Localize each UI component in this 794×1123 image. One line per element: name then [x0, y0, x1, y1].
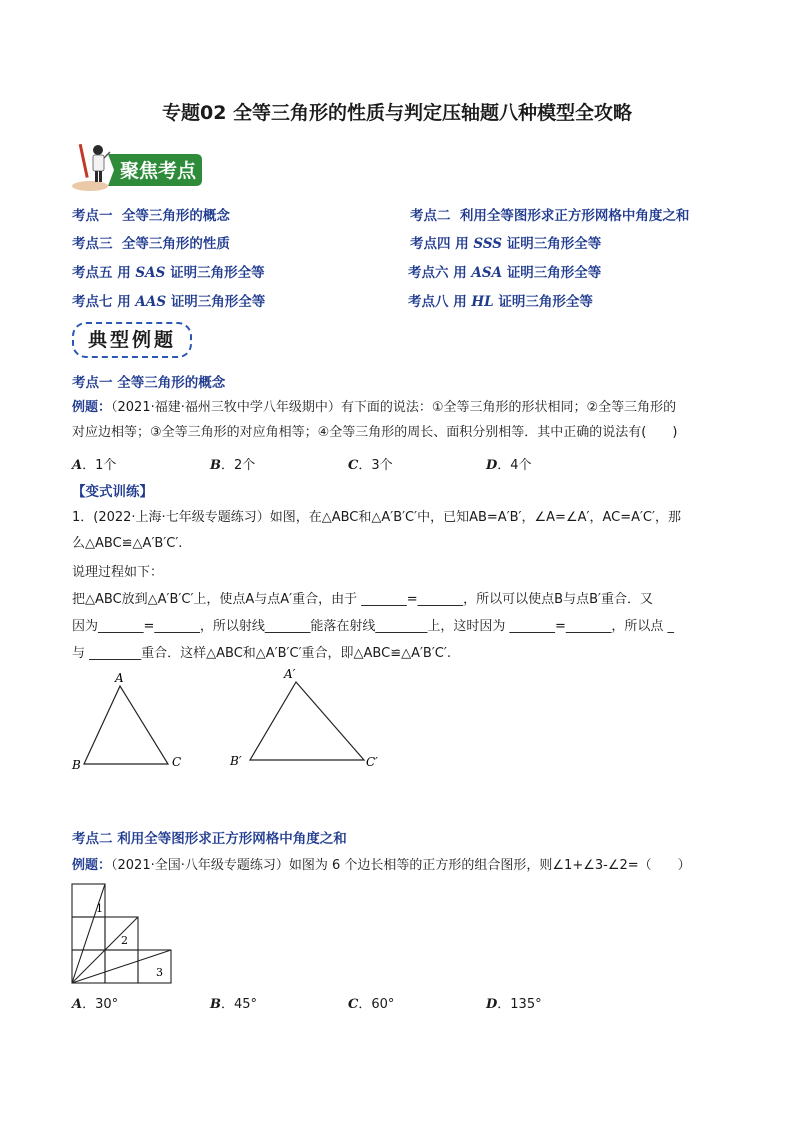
choice2-c[interactable]: C．60°	[348, 997, 395, 1012]
vertex-a-prime: A′	[284, 667, 296, 681]
section2-example: 例题：（2021·全国·八年级专题练习）如图为 6 个边长相等的正方形的组合图形，则∠1+∠3-∠2=（ ）	[72, 858, 691, 873]
vertex-b: B	[72, 758, 81, 772]
section1-heading: 考点一 全等三角形的概念	[72, 375, 226, 391]
kaodian-3[interactable]: 考点三 全等三角形的性质	[72, 236, 230, 252]
q1-line1: 1．(2022·上海·七年级专题练习）如图，在△ABC和△A′B′C′中，已知AB=A′B′，∠A=∠A′，AC=A′C′，那	[72, 510, 681, 525]
kaodian-6[interactable]: 考点六 用 ASA 证明三角形全等	[408, 265, 602, 281]
q1-line3: 说理过程如下：	[72, 565, 164, 580]
vertex-c: C	[172, 755, 182, 769]
teacher-figure-icon	[72, 144, 110, 191]
vertex-a: A	[115, 671, 124, 685]
q1-line6: 与 ________重合．这样△ABC和△A′B′C′重合，即△ABC≌△A′B′C′.	[72, 646, 451, 661]
triangle-a1b1c1	[250, 682, 364, 760]
kaodian-2[interactable]: 考点二 利用全等图形求正方形网格中角度之和	[410, 208, 690, 224]
q1-line4: 把△ABC放到△A′B′C′上，使点A与点A′重合，由于 _______=_______，所以可以使点B与点B′重合．又	[72, 592, 653, 607]
angle-label-1: 1	[96, 902, 103, 915]
triangle-abc	[84, 686, 168, 764]
variation-label: 【变式训练】	[72, 484, 153, 500]
q1-line5: 因为_______=_______，所以射线_______能落在射线________上，这时因为 _______=_______，所以点 _	[72, 619, 675, 634]
choice-c[interactable]: C．3个	[348, 458, 393, 473]
vertex-c-prime: C′	[366, 755, 378, 769]
focus-banner	[68, 140, 203, 195]
section2-heading: 考点二 利用全等图形求正方形网格中角度之和	[72, 831, 347, 847]
q1-line2: 么△ABC≌△A′B′C′.	[72, 536, 183, 551]
choice2-a[interactable]: A．30°	[72, 997, 119, 1012]
triangles-figure	[64, 664, 394, 780]
choice-d[interactable]: D．4个	[486, 458, 532, 473]
kaodian-4[interactable]: 考点四 用 SSS 证明三角形全等	[410, 236, 602, 252]
section1-example-line1: 例题：（2021·福建·福州三牧中学八年级期中）有下面的说法：①全等三角形的形状相同；②全等三角形的	[72, 400, 677, 415]
kaodian-7[interactable]: 考点七 用 AAS 证明三角形全等	[72, 294, 266, 310]
kaodian-8[interactable]: 考点八 用 HL 证明三角形全等	[408, 294, 593, 310]
kaodian-1[interactable]: 考点一 全等三角形的概念	[72, 208, 230, 224]
vertex-b-prime: B′	[230, 754, 242, 768]
kaodian-5[interactable]: 考点五 用 SAS 证明三角形全等	[72, 265, 265, 281]
choice2-b[interactable]: B．45°	[210, 997, 258, 1012]
page-title: 专题02 全等三角形的性质与判定压轴题八种模型全攻略	[161, 102, 633, 124]
choice2-d[interactable]: D．135°	[486, 997, 542, 1012]
choice-a[interactable]: A．1个	[72, 458, 117, 473]
angle-label-2: 2	[121, 934, 128, 947]
section1-example-line2: 对应边相等；③全等三角形的对应角相等；④全等三角形的周长、面积分别相等．其中正确的说法有( )	[72, 425, 678, 440]
banner-label: 聚焦考点	[119, 160, 197, 182]
choice-b[interactable]: B．2个	[210, 458, 256, 473]
typical-examples-box: 典型例题	[72, 322, 192, 358]
square-grid-figure	[70, 882, 180, 986]
angle-label-3: 3	[156, 966, 163, 979]
